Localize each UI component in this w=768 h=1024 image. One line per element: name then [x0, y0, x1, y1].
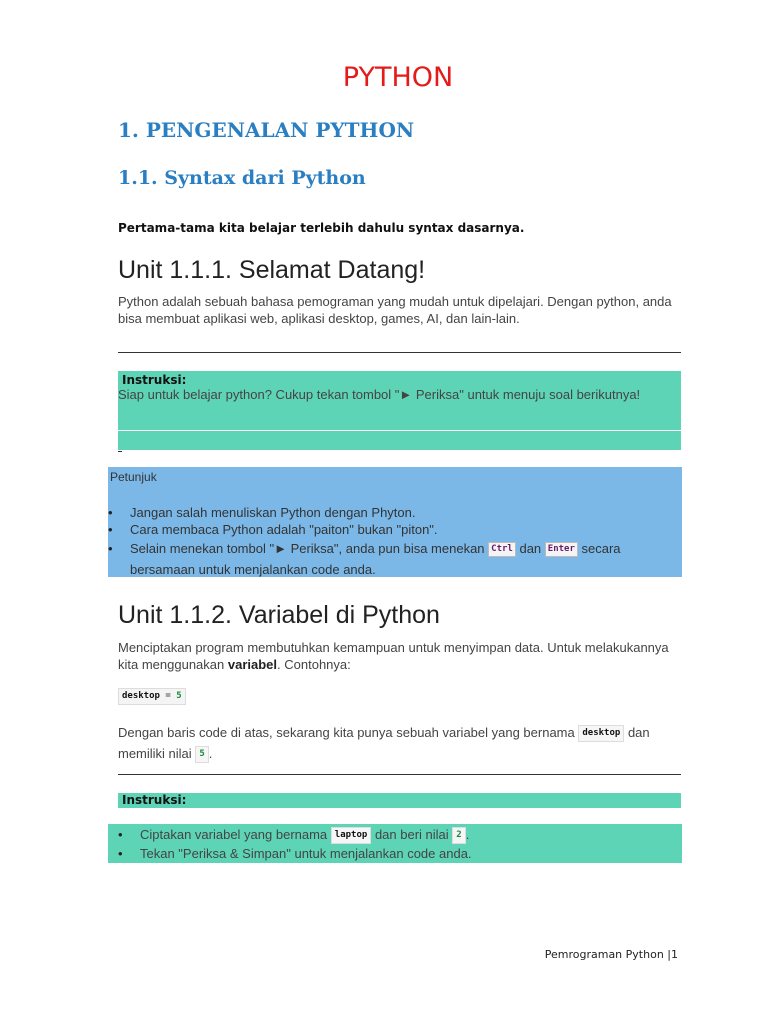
instruction-label: Instruksi:	[122, 373, 187, 387]
cursor-mark	[118, 451, 122, 452]
inline-code: laptop	[331, 827, 372, 844]
divider	[118, 774, 681, 775]
chapter-heading: 1. PENGENALAN PYTHON	[118, 118, 415, 142]
hint-list	[108, 504, 678, 580]
ctrl-key: Ctrl	[488, 542, 516, 557]
enter-key: Enter	[545, 542, 578, 557]
inline-code: desktop	[578, 725, 624, 742]
unit2-explanation: Dengan baris code di atas, sekarang kita punya sebuah variabel yang bernama desktop dan memiliki nilai 5 .	[118, 722, 680, 764]
input-separator	[118, 430, 681, 431]
divider	[118, 352, 681, 353]
document-title: PYTHON	[342, 62, 454, 93]
unit1-instruction-box	[118, 371, 681, 450]
inline-value: 5	[195, 746, 208, 763]
page-footer: Pemrograman Python |1	[544, 948, 678, 961]
hint-item: • Selain menekan tombol "► Periksa", anda pun bisa menekan Ctrl dan Enter secara bersamaan untuk menjalankan code anda.	[108, 538, 678, 580]
instruction-label: Instruksi:	[122, 793, 187, 807]
hint-item: • Cara membaca Python adalah "paiton" bukan "piton".	[108, 521, 678, 538]
section-heading: 1.1. Syntax dari Python	[118, 167, 366, 189]
unit2-title: Unit 1.1.2. Variabel di Python	[118, 601, 440, 629]
task-item: • Tekan "Periksa & Simpan" untuk menjalankan code anda.	[118, 844, 678, 863]
intro-text: Pertama-tama kita belajar terlebih dahulu syntax dasarnya.	[118, 221, 525, 235]
hint-item: • Jangan salah menuliskan Python dengan Phyton.	[108, 504, 678, 521]
unit2-instruction-header	[118, 793, 681, 808]
unit1-paragraph: Python adalah sebuah bahasa pemograman yang mudah untuk dipelajari. Dengan python, anda bisa membuat aplikasi web, aplikasi desktop, games, AI, dan lain-lain.	[118, 294, 672, 326]
inline-value: 2	[452, 827, 465, 844]
unit1-title: Unit 1.1.1. Selamat Datang!	[118, 256, 426, 284]
task-list	[118, 825, 678, 863]
code-snippet: desktop = 5	[118, 688, 186, 706]
hint-box	[108, 467, 682, 577]
instruction-text: Siap untuk belajar python? Cukup tekan tombol "► Periksa" untuk menuju soal berikutnya!	[118, 387, 641, 402]
task-item: • Ciptakan variabel yang bernama laptop dan beri nilai 2 .	[118, 825, 678, 844]
unit2-task-box	[108, 824, 682, 863]
unit2-paragraph: Menciptakan program membutuhkan kemampuan untuk menyimpan data. Untuk melakukannya kita menggunakan variabel. Contohnya:	[118, 640, 669, 672]
hint-label: Petunjuk	[110, 470, 157, 484]
